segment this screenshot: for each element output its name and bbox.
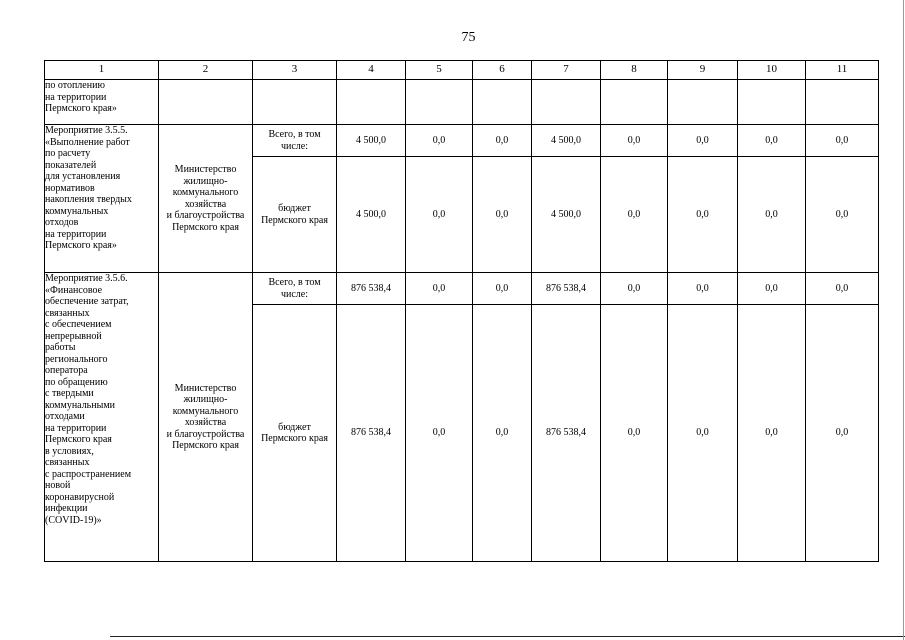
text-line: хозяйства <box>184 417 227 428</box>
column-header: 6 <box>473 61 532 80</box>
value-cell: 0,0 <box>601 305 668 562</box>
executor-355 <box>159 125 253 273</box>
empty-cell <box>253 80 337 125</box>
column-header: 11 <box>806 61 879 80</box>
value-cell: 0,0 <box>473 157 532 273</box>
budget-table <box>44 60 879 562</box>
text-line: хозяйства <box>184 198 227 210</box>
text-line: нормативов <box>45 182 95 194</box>
text-line: бюджет <box>278 421 311 433</box>
column-header: 8 <box>601 61 668 80</box>
value-cell: 0,0 <box>406 125 473 157</box>
text-line: Пермского края <box>172 440 239 451</box>
value-cell: 0,0 <box>406 305 473 562</box>
text-line: «Финансовое <box>45 284 103 296</box>
value-cell: 0,0 <box>668 273 738 305</box>
text-line: регионального <box>45 353 108 365</box>
empty-cell <box>738 80 806 125</box>
text-line: (COVID-19)» <box>45 514 102 526</box>
source-budget-356 <box>253 305 337 562</box>
text-line: новой <box>45 480 71 491</box>
text-line: показателей <box>45 159 97 171</box>
value-cell: 0,0 <box>668 125 738 157</box>
text-line: Пермского края» <box>45 240 117 251</box>
text-line: и благоустройства <box>166 428 245 440</box>
text-line: с обеспечением <box>45 319 112 330</box>
text-line: Пермского края <box>172 221 239 233</box>
column-header: 10 <box>738 61 806 80</box>
text-line: Пермского края <box>45 434 112 445</box>
text-line: жилищно- <box>183 394 228 405</box>
text-line: оператора <box>45 365 88 376</box>
column-header: 1 <box>45 61 159 80</box>
text-line: с распространением <box>45 468 132 480</box>
text-line: и благоустройства <box>166 210 245 221</box>
value-cell: 0,0 <box>738 125 806 157</box>
value-cell: 4 500,0 <box>532 125 601 157</box>
text-line: Мероприятие 3.5.5. <box>45 125 128 136</box>
value-cell: 0,0 <box>738 157 806 273</box>
value-cell: 0,0 <box>806 125 879 157</box>
value-cell: 0,0 <box>601 273 668 305</box>
value-cell: 4 500,0 <box>337 125 406 157</box>
table-row-355-total <box>45 125 879 157</box>
empty-cell <box>806 80 879 125</box>
value-cell: 0,0 <box>806 157 879 273</box>
text-line: Всего, в том <box>268 277 321 288</box>
column-header: 5 <box>406 61 473 80</box>
text-line: накопления твердых <box>45 194 132 205</box>
text-line: на территории <box>45 228 107 240</box>
text-line: обеспечение затрат, <box>45 296 129 307</box>
text-line: для установления <box>45 171 121 182</box>
text-line: по обращению <box>45 376 108 388</box>
source-total-355 <box>253 125 337 157</box>
value-cell: 0,0 <box>738 273 806 305</box>
measure-name-continuation <box>45 80 159 125</box>
empty-cell <box>159 80 253 125</box>
text-line: коммунального <box>172 405 239 417</box>
text-line: коронавирусной <box>45 491 115 503</box>
value-cell: 0,0 <box>601 125 668 157</box>
text-line: связанных <box>45 457 90 468</box>
column-header: 2 <box>159 61 253 80</box>
empty-cell <box>532 80 601 125</box>
header-row <box>45 61 879 80</box>
value-cell: 876 538,4 <box>532 273 601 305</box>
empty-cell <box>601 80 668 125</box>
text-line: непрерывной <box>45 330 102 342</box>
scan-edge-bottom <box>110 636 905 637</box>
empty-cell <box>473 80 532 125</box>
text-line: с твердыми <box>45 388 94 399</box>
text-line: отходами <box>45 411 85 422</box>
text-line: числе: <box>280 288 309 300</box>
measure-name-355 <box>45 125 159 273</box>
column-header: 7 <box>532 61 601 80</box>
text-line: Пермского края <box>261 433 328 444</box>
text-line: Мероприятие 3.5.6. <box>45 273 128 284</box>
value-cell: 0,0 <box>806 305 879 562</box>
text-line: числе: <box>280 140 309 152</box>
value-cell: 4 500,0 <box>337 157 406 273</box>
empty-cell <box>668 80 738 125</box>
value-cell: 0,0 <box>738 305 806 562</box>
text-line: Пермского края» <box>45 103 117 114</box>
text-line: отходов <box>45 217 79 228</box>
value-cell: 0,0 <box>406 157 473 273</box>
text-line: по расчету <box>45 148 91 159</box>
text-line: инфекции <box>45 503 88 514</box>
text-line: бюджет <box>278 203 311 214</box>
value-cell: 0,0 <box>473 305 532 562</box>
text-line: на территории <box>45 91 107 103</box>
executor-356 <box>159 273 253 562</box>
text-line: жилищно- <box>183 175 228 187</box>
text-line: по отоплению <box>45 80 105 91</box>
value-cell: 0,0 <box>473 125 532 157</box>
value-cell: 876 538,4 <box>337 273 406 305</box>
text-line: в условиях, <box>45 445 94 457</box>
text-line: Министерство <box>174 164 237 175</box>
scan-edge-right <box>903 0 904 640</box>
source-total-356 <box>253 273 337 305</box>
column-header: 4 <box>337 61 406 80</box>
text-line: Всего, в том <box>268 129 321 140</box>
value-cell: 876 538,4 <box>532 305 601 562</box>
page-number: 75 <box>461 30 476 45</box>
text-line: «Выполнение работ <box>45 136 130 148</box>
measure-name-356 <box>45 273 159 562</box>
value-cell: 876 538,4 <box>337 305 406 562</box>
value-cell: 0,0 <box>806 273 879 305</box>
value-cell: 0,0 <box>473 273 532 305</box>
value-cell: 0,0 <box>601 157 668 273</box>
empty-cell <box>337 80 406 125</box>
text-line: на территории <box>45 422 107 434</box>
empty-cell <box>406 80 473 125</box>
text-line: коммунального <box>172 187 239 198</box>
column-header: 9 <box>668 61 738 80</box>
text-line: коммунальными <box>45 399 115 411</box>
column-header: 3 <box>253 61 337 80</box>
text-line: Пермского края <box>261 214 328 226</box>
text-line: связанных <box>45 307 90 319</box>
value-cell: 4 500,0 <box>532 157 601 273</box>
source-budget-355 <box>253 157 337 273</box>
value-cell: 0,0 <box>406 273 473 305</box>
value-cell: 0,0 <box>668 305 738 562</box>
value-cell: 0,0 <box>668 157 738 273</box>
table-row-continuation <box>45 80 879 125</box>
text-line: коммунальных <box>45 205 109 217</box>
text-line: Министерство <box>174 382 237 394</box>
table-row-356-total <box>45 273 879 305</box>
text-line: работы <box>45 342 76 353</box>
